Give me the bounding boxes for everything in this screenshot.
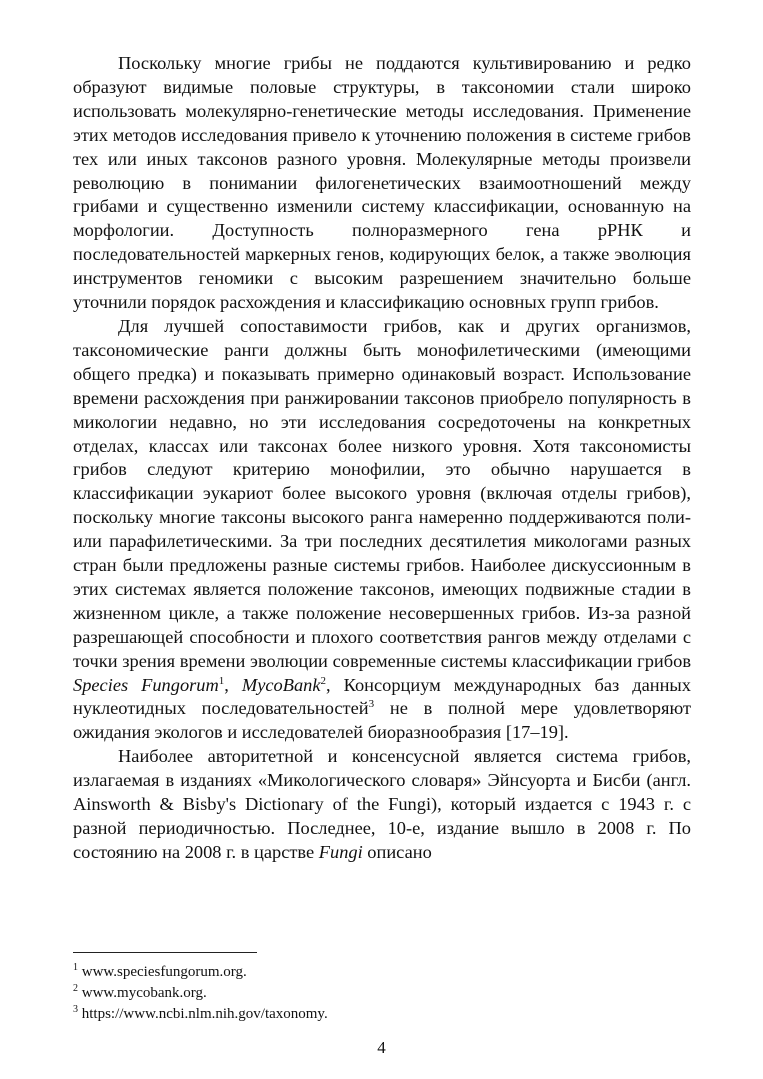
paragraph-3-tail: описано xyxy=(362,841,432,862)
footnote-ref-3: 3 xyxy=(368,698,375,711)
footnote-2-mark: 2 xyxy=(73,983,78,994)
paragraph-3-text: Наиболее авторитетной и консенсусной является система грибов, излагаемая в изданиях «Микологического словаря» Эйнсуорта и Бисби (англ. Ainsworth & Bisby's Dictionary of the Fungi), который издается с 1943 г. с разной периодичностью. Последнее, 10-е, издание вышло в 2008 г. По состоянию на 2008 г. в царстве xyxy=(73,746,691,862)
species-fungorum-name: Species Fungorum xyxy=(73,674,219,695)
footnote-1-link[interactable]: www.speciesfungorum.org. xyxy=(78,964,247,980)
fungi-name: Fungi xyxy=(318,841,363,862)
paragraph-2-tail: не в полной мере удовлетворяют ожидания экологов и исследователей биоразнообразия [17–19]. xyxy=(73,698,691,743)
footnote-1-mark: 1 xyxy=(73,962,78,973)
paragraph-2-text: Для лучшей сопоставимости грибов, как и других организмов, таксономические ранги должны быть монофилетическими (имеющими общего предка) и показывать примерно одинаковый возраст. Использование времени расхождения при ранжировании таксонов приобрело популярность в микологии недавно, но эти исследования сосредоточены на конкретных отделах, классах или таксонах более низкого уровня. Хотя таксономисты грибов следуют критерию монофилии, это обычно нарушается в классификации эукариот более высокого уровня (включая отделы грибов), поскольку многие таксоны высокого ранга намеренно поддерживаются поли- или парафилетическими. За три последних десятилетия микологами разных стран были предложены разные системы грибов. Наиболее дискуссионным в этих системах является положение таксонов, имеющих подвижные стадии в жизненном цикле, а также положение несовершенных грибов. Из-за разной разрешающей способности и плохого соответствия рангов между отделами с точки зрения времени эволюции современные системы классификации грибов xyxy=(73,315,691,671)
paragraph-3 xyxy=(73,745,691,865)
footnote-3-link[interactable]: https://www.ncbi.nlm.nih.gov/taxonomy. xyxy=(78,1006,328,1022)
paragraph-2 xyxy=(73,315,691,745)
footnote-divider xyxy=(73,952,257,953)
paragraph-2-middle: , Консорциум международных баз данных нуклеотидных последовательностей xyxy=(73,674,691,719)
footnote-2 xyxy=(73,983,691,1004)
page-body xyxy=(73,52,691,865)
footnotes xyxy=(73,962,691,1025)
paragraph-1-text: Поскольку многие грибы не поддаются культивированию и редко образуют видимые половые структуры, в таксономии стали широко использовать молекулярно-генетические методы исследования. Применение этих методов исследования привело к уточнению положения в системе грибов тех или иных таксонов разного уровня. Молекулярные методы произвели революцию в понимании филогенетических взаимоотношений между грибами и существенно изменили систему классификации, основанную на морфологии. Доступность полноразмерного гена рРНК и последовательностей маркерных генов, кодирующих белок, а также эволюция инструментов геномики с высоким разрешением значительно больше уточнили порядок расхождения и классификацию основных групп грибов. xyxy=(73,53,691,313)
page-number: 4 xyxy=(377,1038,386,1057)
paragraph-1 xyxy=(73,52,691,315)
footnote-3-mark: 3 xyxy=(73,1004,78,1015)
paragraph-2-separator: , xyxy=(224,674,242,695)
mycobank-name: MycoBank xyxy=(241,674,321,695)
footnote-ref-2: 2 xyxy=(320,674,327,687)
footnote-3 xyxy=(73,1004,691,1025)
footnote-2-link[interactable]: www.mycobank.org. xyxy=(78,985,207,1001)
footnote-ref-1: 1 xyxy=(218,674,225,687)
footnote-1 xyxy=(73,962,691,983)
